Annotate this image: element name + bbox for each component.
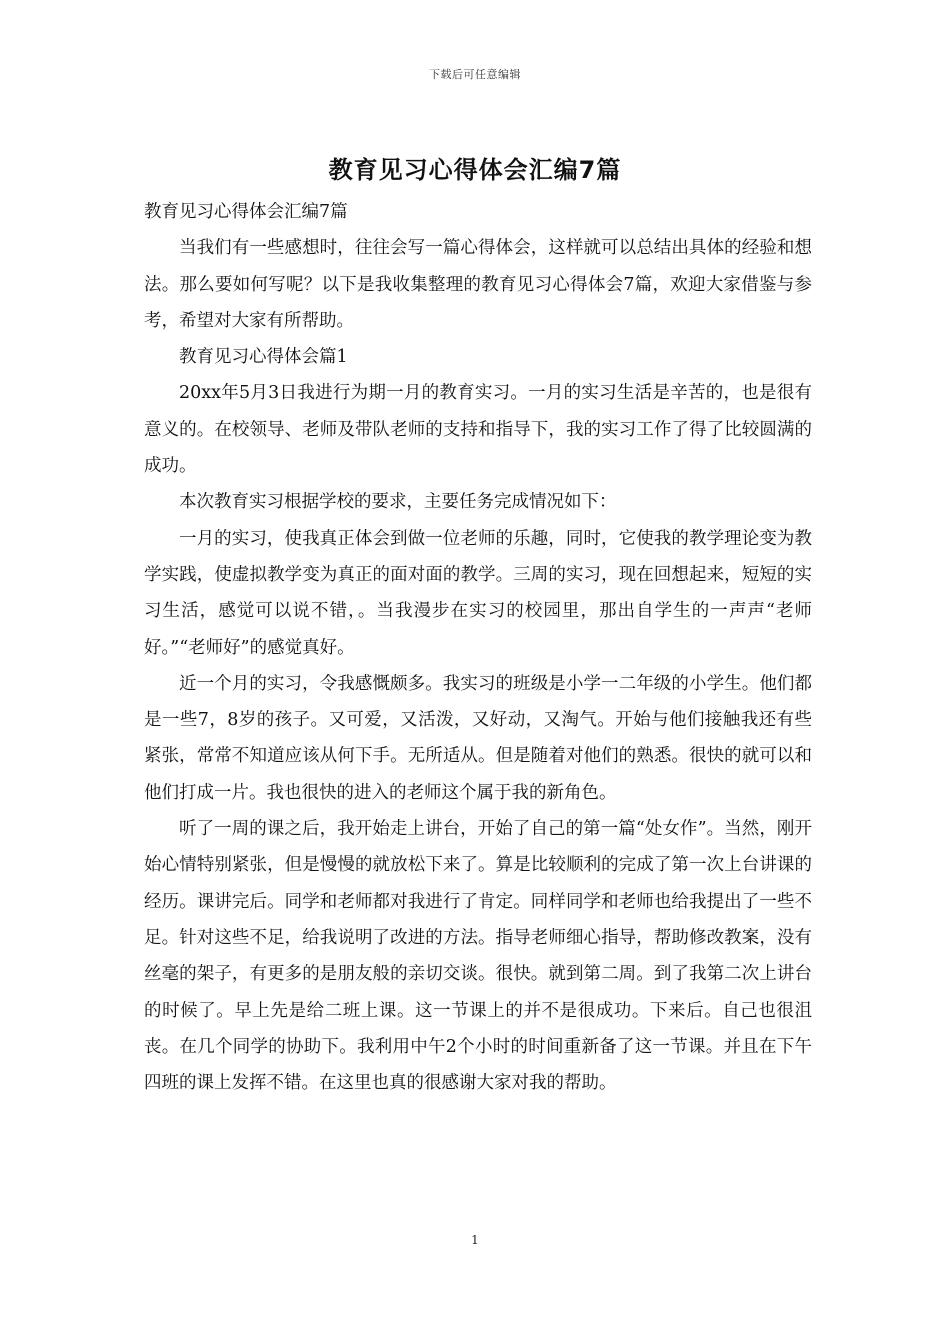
body-paragraph: 20xx年5月3日我进行为期一月的教育实习。一月的实习生活是辛苦的，也是很有意义的。在校领导、老师及带队老师的支持和指导下，我的实习工作了得了比较圆满的成功。 xyxy=(144,383,812,477)
page-header: 下载后可任意编辑 xyxy=(429,68,521,81)
page-number: 1 xyxy=(471,1233,479,1247)
body-paragraph: 近一个月的实习，令我感慨颇多。我实习的班级是小学一二年级的小学生。他们都是一些7，8岁的孩子。又可爱，又活泼，又好动，又淘气。开始与他们接触我还有些紧张，常常不知道应该从何下手。无所适从。但是随着对他们的熟悉。很快的就可以和他们打成一片。我也很快的进入的老师这个属于我的新角色。 xyxy=(144,673,812,803)
body-paragraph: 听了一周的课之后，我开始走上讲台，开始了自己的第一篇“处女作”。当然，刚开始心情特别紧张，但是慢慢的就放松下来了。算是比较顺利的完成了第一次上台讲课的经历。课讲完后。同学和老师都对我进行了肯定。同样同学和老师也给我提出了一些不足。针对这些不足，给我说明了改进的方法。指导老师细心指导，帮助修改教案，没有丝毫的架子，有更多的是朋友般的亲切交谈。很快。就到第二周。到了我第二次上讲台的时候了。早上先是给二班上课。这一节课上的并不是很成功。下来后。自己也很沮丧。在几个同学的协助下。我利用中午2个小时的时间重新备了这一节课。并且在下午四班的课上发挥不错。在这里也真的很感谢大家对我的帮助。 xyxy=(144,819,812,1094)
section-heading: 教育见习心得体会篇1 xyxy=(179,347,348,368)
document-body xyxy=(144,194,812,1101)
subtitle-paragraph: 教育见习心得体会汇编7篇 xyxy=(144,202,348,222)
intro-paragraph: 当我们有一些感想时，往往会写一篇心得体会，这样就可以总结出具体的经验和想法。那么要如何写呢？以下是我收集整理的教育见习心得体会7篇，欢迎大家借鉴与参考，希望对大家有所帮助。 xyxy=(144,238,812,331)
body-paragraph: 一月的实习，使我真正体会到做一位老师的乐趣，同时，它使我的教学理论变为教学实践，使虚拟教学变为真正的面对面的教学。三周的实习，现在回想起来，短短的实习生活，感觉可以说不错，。当我漫步在实习的校园里，那出自学生的一声声“老师好。”“老师好”的感觉真好。 xyxy=(144,528,812,658)
document-title: 教育见习心得体会汇编7篇 xyxy=(328,156,622,184)
body-paragraph: 本次教育实习根据学校的要求，主要任务完成情况如下： xyxy=(179,492,617,513)
